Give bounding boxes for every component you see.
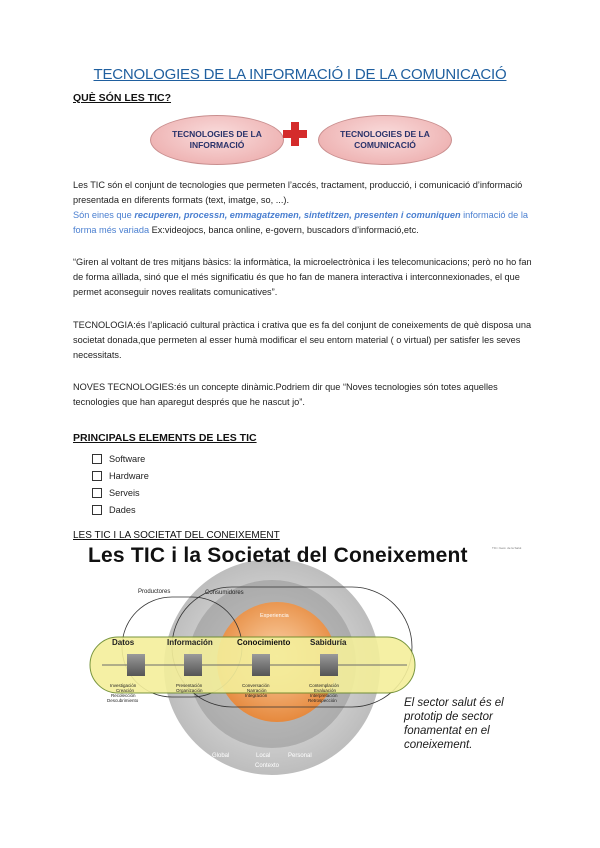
conocimiento-box	[252, 654, 270, 676]
list-item-label: Serveis	[109, 487, 140, 498]
conocimiento-sub-3: Integración	[245, 693, 268, 698]
ellipse-informacio-label: TECNOLOGIES DE LA INFORMACIÓ	[172, 129, 262, 150]
sabiduria-sub-4: Retrospección	[308, 698, 337, 703]
informacion-sub-1: Presentación	[176, 683, 203, 688]
plus-icon	[282, 121, 308, 147]
sabiduria-sub-3: Interpretación	[310, 693, 338, 698]
sabiduria-sub-1: Contemplación	[309, 683, 340, 688]
figure-caption: El sector salut és el prototip de sector fonamentat en el coneixement.	[404, 697, 504, 751]
conocimiento-sub-2: Narración	[247, 688, 267, 693]
productores-label: Productores	[138, 589, 171, 595]
datos-sub-3: Recolección	[111, 693, 136, 698]
sabiduria-box	[320, 654, 338, 676]
figure-title: Les TIC i la Societat del Coneixement	[88, 544, 468, 567]
sabiduria-label: Sabiduría	[310, 638, 347, 647]
ellipse-comunicacio	[318, 115, 452, 165]
conocimiento-label: Conocimiento	[237, 638, 291, 647]
datos-label: Datos	[112, 638, 135, 647]
checkbox-icon[interactable]	[92, 505, 102, 515]
checkbox-icon[interactable]	[92, 471, 102, 481]
informacion-label: Información	[167, 638, 213, 647]
list-item	[92, 484, 149, 501]
paragraph-eines	[73, 208, 533, 238]
sabiduria-sub-2: Evaluación	[314, 688, 337, 693]
figure-note: TIC i Gest. de la Salut	[492, 546, 522, 550]
list-item	[92, 450, 149, 467]
conocimiento-sub-1: Conversación	[242, 683, 270, 688]
datos-box	[127, 654, 145, 676]
personal-label: Personal	[288, 753, 312, 759]
section-heading-societat: LES TIC I LA SOCIETAT DEL CONEIXEMENT	[73, 530, 280, 541]
informacion-box	[184, 654, 202, 676]
document-title: TECNOLOGIES DE LA INFORMACIÓ I DE LA COMUNICACIÓ	[93, 66, 507, 83]
section-heading-elements: PRINCIPALS ELEMENTS DE LES TIC	[73, 432, 257, 444]
list-item	[92, 467, 149, 484]
global-label: Global	[212, 753, 230, 759]
eines-mid: informació de la forma més variada	[73, 210, 528, 235]
experiencia-label: Experiencia	[260, 613, 289, 619]
checkbox-icon[interactable]	[92, 454, 102, 464]
ellipse-comunicacio-label: TECNOLOGIES DE LA COMUNICACIÓ	[340, 129, 430, 150]
eines-verbs: recuperen, processn, emmagatzemen, sintetitzen, presenten i comuniquen	[134, 210, 461, 220]
datos-sub-2: Creación	[116, 688, 135, 693]
datos-sub-4: Descubrimiento	[107, 698, 139, 703]
datos-sub-1: Investigación	[110, 683, 137, 688]
list-item-label: Software	[109, 453, 146, 464]
eines-examples: Ex:videojocs, banca online, e-govern, buscadors d’informació,etc.	[149, 225, 419, 235]
eines-lead: Són eines que	[73, 210, 135, 220]
consumidores-label: Consumidores	[205, 590, 244, 596]
elements-list	[92, 450, 149, 518]
checkbox-icon[interactable]	[92, 488, 102, 498]
paragraph-tecnologia: TECNOLOGIA:és l’aplicació cultural pràctica i crativa que es fa del conjunt de coneixements de què disposa una societat donada,que permeten al esser humà modificar el seu entorn material ( o virtual) per satisfer les seves necessitats.	[73, 320, 532, 360]
paragraph-quote: “Giren al voltant de tres mitjans bàsics: la informàtica, la microelectrònica i les telecomunicacions; però no ho fan de forma aïllada, sinó que el més significatiu és que ho fan de manera interactiva i interconnexionades, el que permet aconseguir noves realitats comunicatives”.	[73, 257, 532, 297]
list-item-label: Dades	[109, 504, 136, 515]
informacion-sub-2: Organización	[176, 688, 203, 693]
contexto-label: Contexto	[255, 763, 280, 769]
section-heading-que: QUÈ SÓN LES TIC?	[73, 92, 172, 104]
local-label: Local	[256, 753, 271, 759]
list-item	[92, 501, 149, 518]
list-item-label: Hardware	[109, 470, 149, 481]
paragraph-noves-tecnologies: NOVES TECNOLOGIES:és un concepte dinàmic.Podriem dir que “Noves tecnologies són totes aquelles tecnologies que han aparegut després que he nascut jo”.	[73, 382, 498, 407]
ellipse-informacio	[150, 115, 284, 165]
paragraph-definition: Les TIC són el conjunt de tecnologies que permeten l’accés, tractament, producció, i comunicació d’informació presentada en diferents formats (text, imatge, so, ...).	[73, 180, 523, 205]
